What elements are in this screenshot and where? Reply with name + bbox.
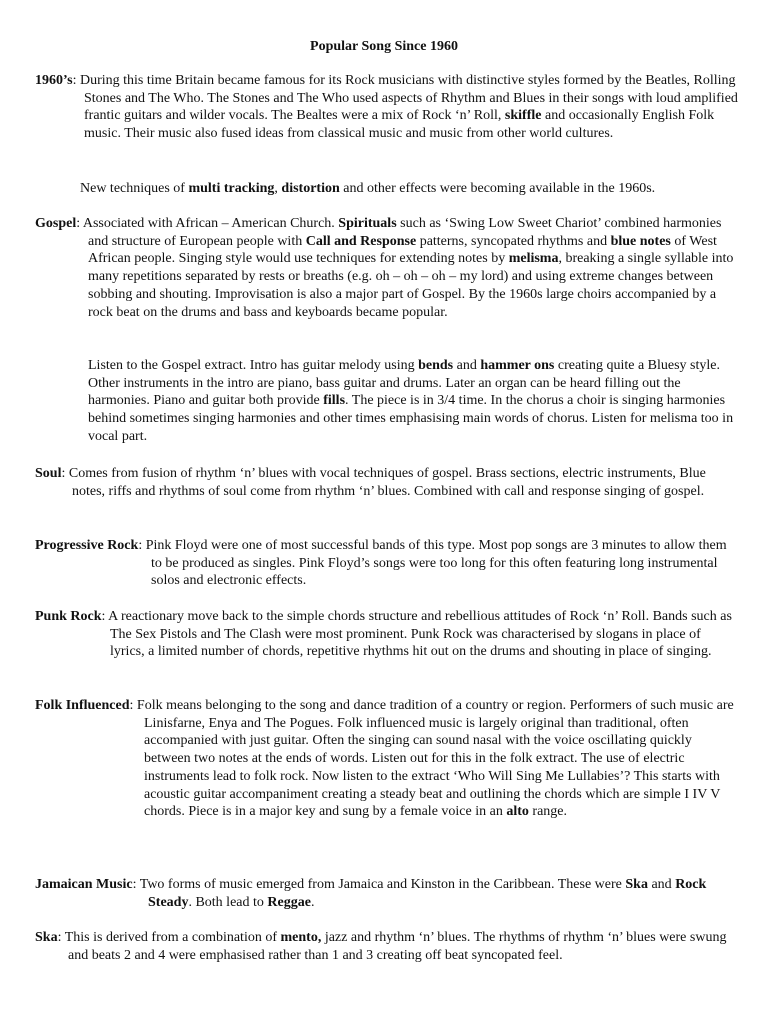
text-run: patterns, syncopated rhythms and: [416, 233, 611, 249]
section-paragraph: [35, 465, 738, 500]
section-heading: Soul: [35, 466, 62, 481]
text-run: and: [647, 877, 676, 892]
section-folk-influenced: [35, 697, 738, 821]
bold-term: Spirituals: [338, 216, 397, 231]
section-punk-rock: [35, 608, 738, 661]
section-paragraph: [35, 876, 738, 911]
section-paragraph: [35, 215, 738, 321]
text-run: , breaking a single syllable into many repetitions separated by rests or breaths (e.g. oh – oh – oh – my lord) and using extreme changes between sobbing and shouting. Improvisation is also a major part of Gospel. By the 1960s large choirs accompanied by a rock beat on the drums and bass and keyboards became popular.: [88, 251, 734, 320]
bold-term: skiffle: [504, 108, 542, 124]
bold-term: alto: [506, 804, 529, 820]
bold-term: fills: [323, 393, 346, 409]
section-heading: Jamaican Music: [35, 877, 133, 892]
section-heading: Punk Rock: [35, 609, 102, 624]
text-run: creating quite a Bluesy style. Other instruments in the intro are piano, bass guitar and drums. Later an organ can be heard filling out the harmonies. Piano and guitar both provide: [88, 358, 720, 409]
bold-term: distortion: [281, 181, 340, 196]
text-run: : Folk means belonging to the song and dance tradition of a country or region. Performers of such music are Linisfarne, Enya and The Pogues. Folk influenced music is largely original than traditional, often accompanied with just guitar. Often the singing can sound nasal with the voice oscillating quickly between two notes at the ends of words. Listen out for this in the folk extract. The use of electric instruments lead to folk rock. Now listen to the extract ‘Who Will Sing Me Lullabies’? This starts with acoustic guitar accompaniment creating a steady beat and outlining the chords which are simple I IV V chords. Piece is in a major key and sung by a female voice in an: [129, 698, 734, 820]
bold-term: blue notes: [610, 233, 671, 249]
section-gospel: [35, 215, 738, 321]
text-run: . Both lead to: [188, 894, 268, 910]
page-title: Popular Song Since 1960: [310, 39, 458, 54]
text-run: : A reactionary move back to the simple chords structure and rebellious attitudes of Rock ‘n’ Roll. Bands such as The Sex Pistols and The Clash were most prominent. Punk Rock was characterised by slogans in place of lyrics, a limited number of chords, repetitive rhythms hit out on the drums and shouting in place of singing.: [101, 609, 732, 660]
section-paragraph: [35, 697, 738, 821]
section-1960s-note: [80, 180, 738, 198]
text-run: range.: [528, 804, 567, 820]
text-run: . The piece is in 3/4 time. In the chorus a choir is singing harmonies behind sometimes singing harmonies and other times emphasising main words of chorus. Listen for melisma too in vocal part.: [88, 393, 734, 444]
section-jamaican-music: [35, 876, 738, 911]
section-heading: Gospel: [35, 216, 77, 231]
text-run: : Two forms of music emerged from Jamaica and Kinston in the Caribbean. These were: [132, 877, 626, 892]
section-paragraph: [35, 72, 738, 143]
text-run: jazz and rhythm ‘n’ blues. The rhythms of rhythm ‘n’ blues were swung and beats 2 and 4 were emphasised rather than 1 and 3 creating off beat syncopated feel.: [68, 930, 727, 963]
text-run: ,: [274, 181, 282, 196]
text-run: : During this time Britain became famous for its Rock musicians with distinctive styles formed by the Beatles, Rolling Stones and The Who. The Stones and The Who used aspects of Rhythm and Blues in their songs with loud amplified frantic guitars and wilder vocals. The Bealtes were a mix of Rock ‘n’ Roll,: [72, 73, 738, 124]
bold-term: Rock Steady: [148, 877, 707, 910]
bold-term: mento,: [280, 930, 322, 945]
section-soul: [35, 465, 738, 500]
bold-term: melisma: [508, 251, 559, 267]
bold-term: hammer ons: [480, 358, 555, 373]
text-run: and other effects were becoming available in the 1960s.: [339, 181, 656, 196]
text-run: Listen to the Gospel extract. Intro has guitar melody using: [88, 358, 419, 373]
text-run: : Comes from fusion of rhythm ‘n’ blues with vocal techniques of gospel. Brass sections, electric instruments, Blue notes, riffs and rhythms of soul come from rhythm ‘n’ blues. Combined with call and response singing of gospel.: [61, 466, 706, 499]
text-run: and: [453, 358, 481, 373]
text-run: such as ‘Swing Low Sweet Chariot’ combined harmonies and structure of European people with: [88, 216, 722, 249]
section-progressive-rock: [35, 537, 738, 590]
bold-term: multi tracking: [188, 181, 275, 196]
text-run: : Pink Floyd were one of most successful bands of this type. Most pop songs are 3 minutes to allow them to be produced as singles. Pink Floyd’s songs were too long for this often featuring long instrumental solos and electronic effects.: [138, 538, 727, 589]
text-run: : Associated with African – American Church.: [76, 216, 339, 231]
bold-term: Ska: [625, 877, 648, 892]
section-paragraph: [35, 608, 738, 661]
text-run: .: [310, 894, 315, 910]
section-heading: 1960’s: [35, 73, 73, 88]
text-run: and occasionally English Folk music. Their music also fused ideas from classical music and music from other world cultures.: [84, 108, 715, 142]
text-run: of West African people. Singing style would use techniques for extending notes by: [88, 233, 717, 267]
bold-term: bends: [418, 358, 454, 373]
section-ska: [35, 929, 738, 964]
text-run: : This is derived from a combination of: [57, 930, 281, 945]
section-heading: Ska: [35, 930, 58, 945]
section-heading: Progressive Rock: [35, 538, 139, 553]
bold-term: Call and Response: [305, 233, 417, 249]
section-gospel-listening: [88, 357, 738, 446]
section-paragraph: [35, 929, 738, 964]
bold-term: Reggae: [267, 894, 311, 910]
section-paragraph: [35, 537, 738, 590]
text-run: New techniques of: [80, 181, 189, 196]
section-heading: Folk Influenced: [35, 698, 130, 713]
section-1960s: [35, 72, 738, 143]
